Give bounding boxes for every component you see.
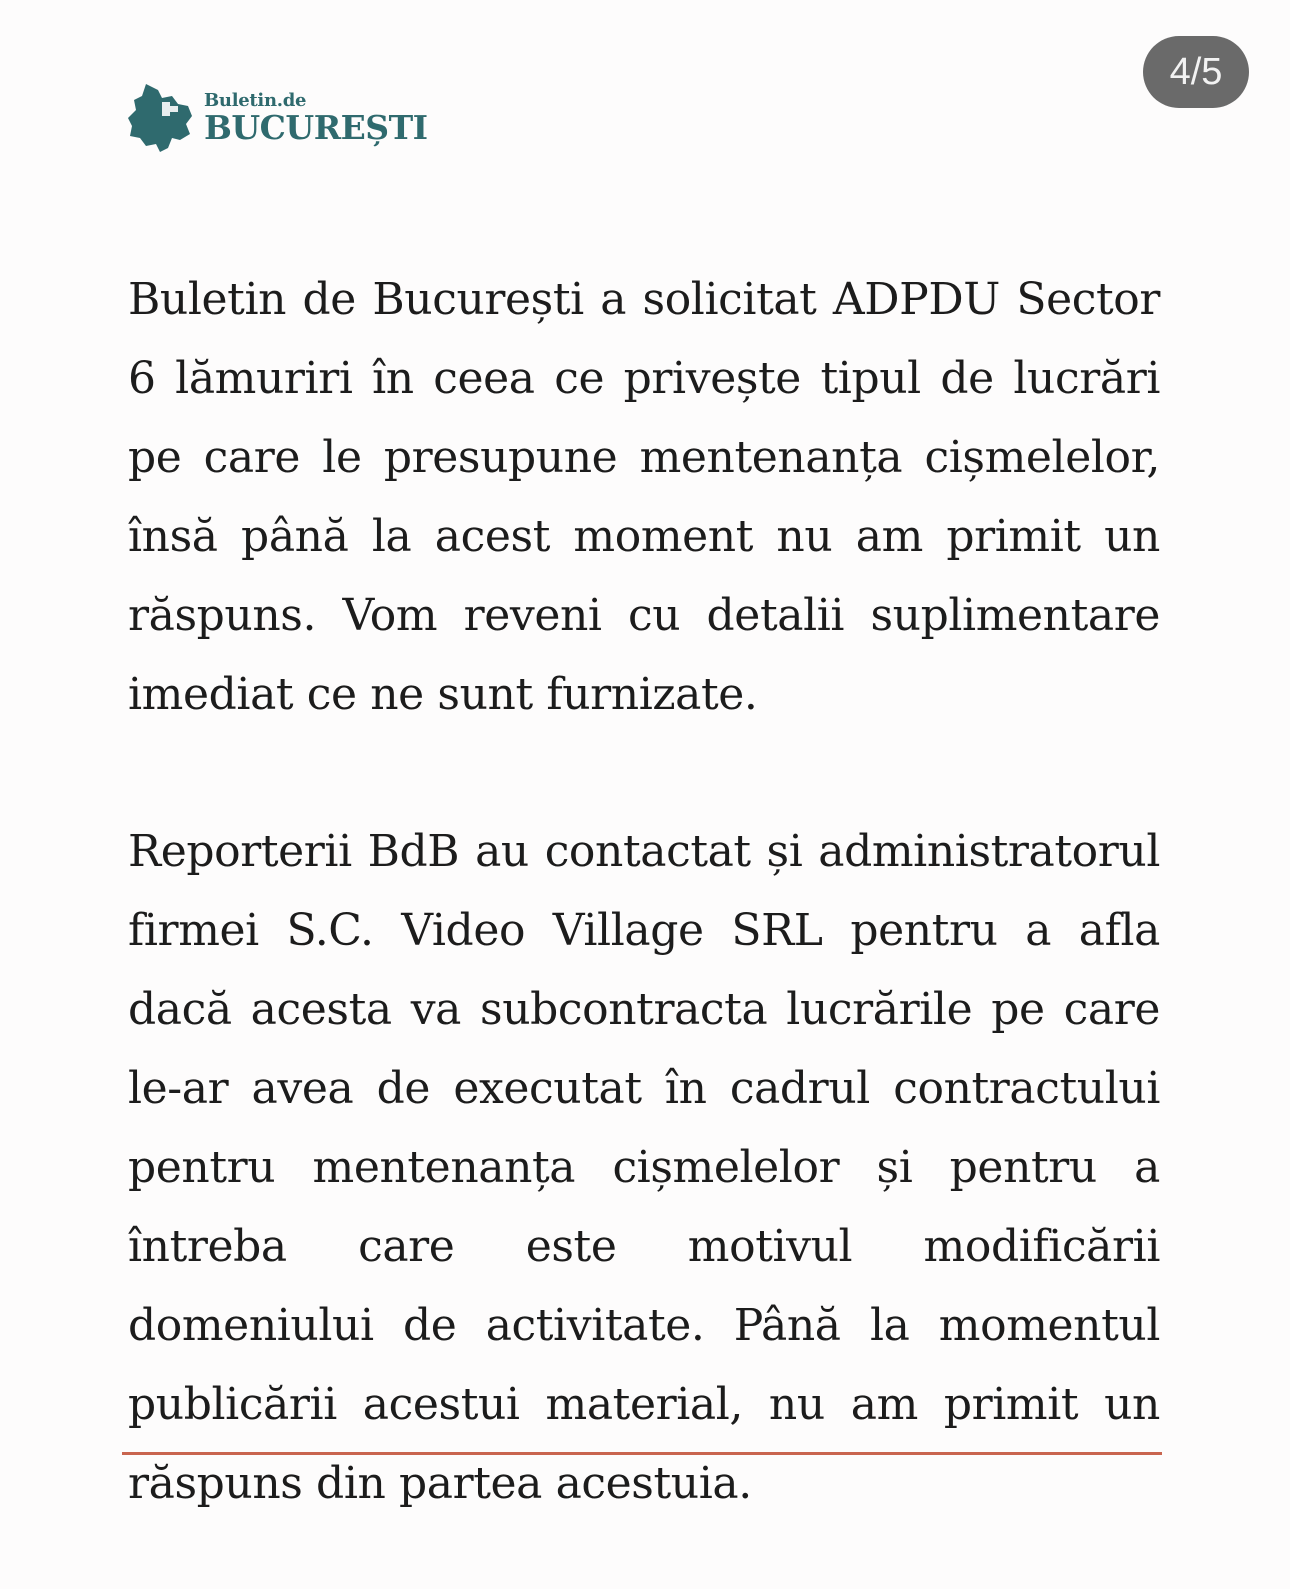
article-paragraph: Reporterii BdB au contactat și administratorul firmei S.C. Video Village SRL pentru a afla dacă acesta va subcontracta lucrările pe care le-ar avea de executat în cadrul contractului pentru mentenanța cișmelelor și pentru a întreba care este motivul modificării domeniului de activitate. Până la momentul publicării acestui material, nu am primit un răspuns din partea acestuia.	[128, 826, 1160, 1509]
brand-name-top: Buletin.de	[204, 90, 307, 111]
bucharest-map-icon	[128, 82, 194, 154]
section-divider	[122, 1452, 1162, 1455]
brand-logo[interactable]	[128, 82, 428, 154]
slide-counter-badge: 4/5	[1143, 36, 1249, 108]
brand-name-bottom: BUCUREȘTI	[204, 108, 428, 147]
article-paragraph: Buletin de București a solicitat ADPDU Sector 6 lămuriri în ceea ce privește tipul de lucrări pe care le presupune mentenanța cișmelelor, însă până la acest moment nu am primit un răspuns. Vom reveni cu detalii suplimentare imediat ce ne sunt furnizate.	[128, 274, 1160, 720]
article-body	[128, 260, 1160, 1523]
